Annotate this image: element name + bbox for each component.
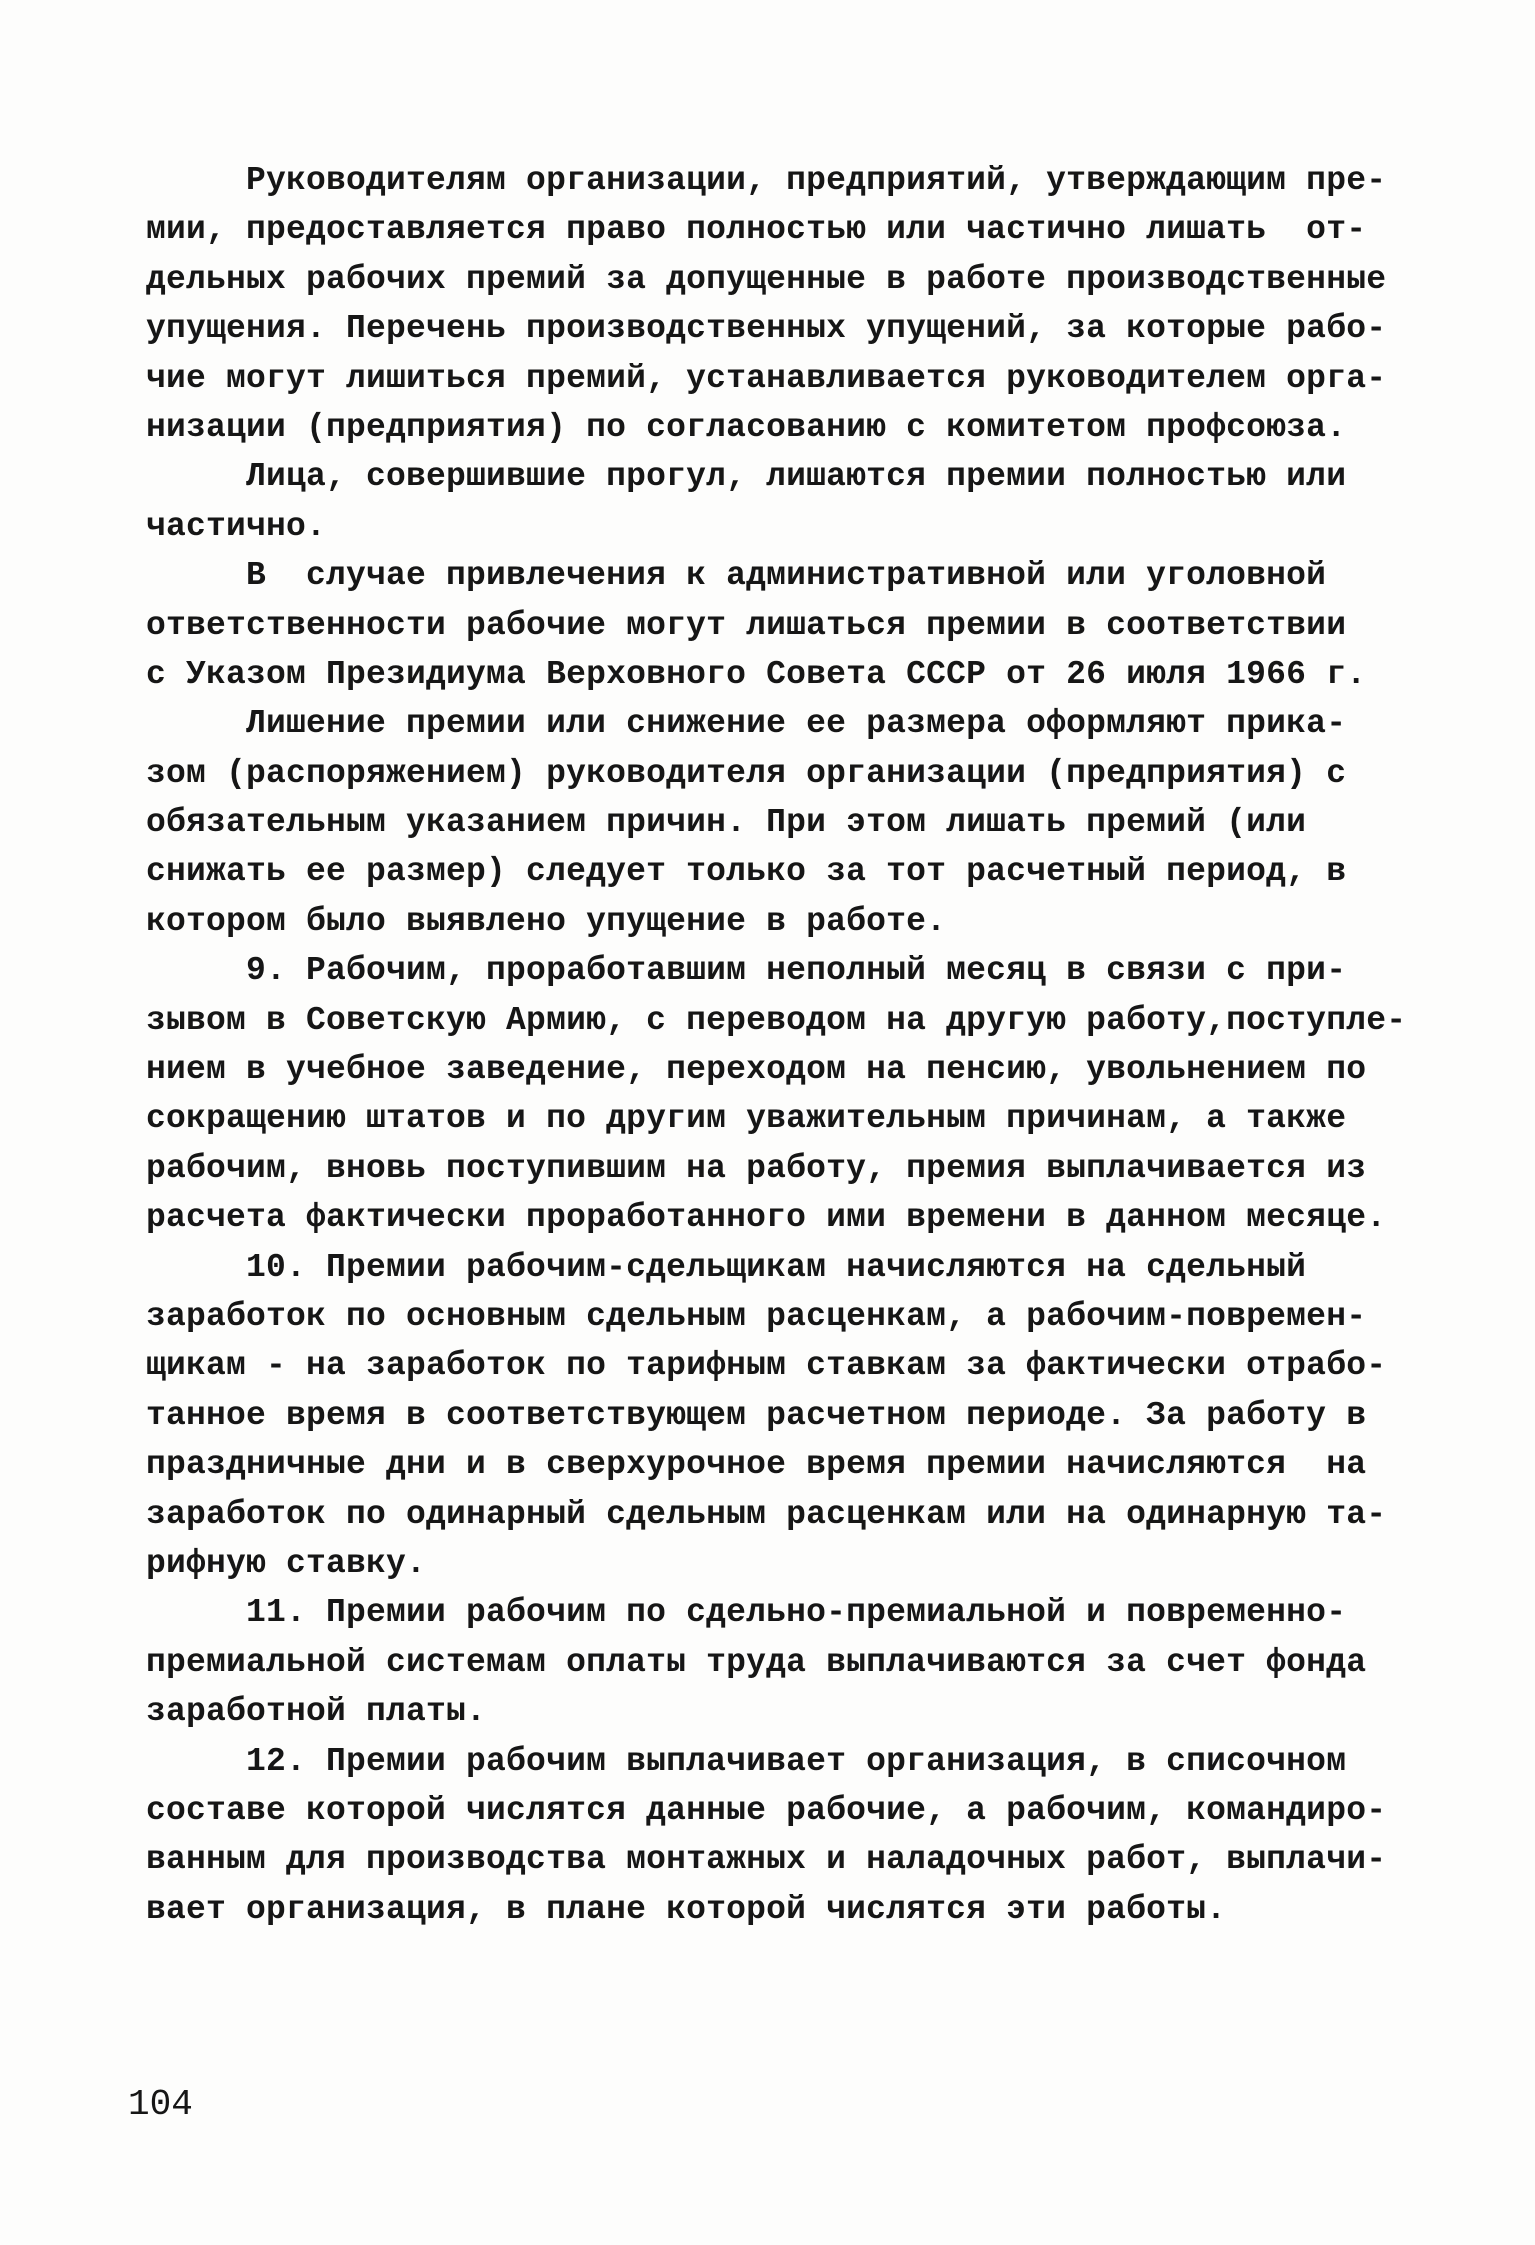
text-line: дельных рабочих премий за допущенные в работе производственные bbox=[146, 260, 1387, 298]
text-line: 11. Премии рабочим по сдельно-премиальной и повременно- bbox=[146, 1594, 1347, 1632]
text-line: нием в учебное заведение, переходом на пенсию, увольнением по bbox=[146, 1051, 1367, 1089]
text-line: 9. Рабочим, проработавшим неполный месяц в связи с при- bbox=[146, 952, 1347, 990]
text-line: низации (предприятия) по согласованию с комитетом профсоюза. bbox=[146, 408, 1347, 446]
text-line: ответственности рабочие могут лишаться премии в соответствии bbox=[146, 606, 1347, 644]
text-line: Лица, совершившие прогул, лишаются премии полностью или bbox=[146, 458, 1347, 496]
text-line: мии, предоставляется право полностью или частично лишать от- bbox=[146, 211, 1367, 249]
text-line: составе которой числятся данные рабочие, а рабочим, командиро- bbox=[146, 1791, 1387, 1829]
text-line: обязательным указанием причин. При этом лишать премий (или bbox=[146, 804, 1307, 842]
text-line: с Указом Президиума Верховного Совета СССР от 26 июля 1966 г. bbox=[146, 655, 1367, 693]
text-line: премиальной системам оплаты труда выплачиваются за счет фонда bbox=[146, 1643, 1367, 1681]
text-line: вает организация, в плане которой числятся эти работы. bbox=[146, 1890, 1227, 1928]
text-line: котором было выявлено упущение в работе. bbox=[146, 902, 947, 940]
text-line: заработной платы. bbox=[146, 1693, 487, 1731]
text-line: рифную ставку. bbox=[146, 1544, 427, 1582]
text-line: В случае привлечения к административной или уголовной bbox=[146, 557, 1327, 595]
text-line: праздничные дни и в сверхурочное время премии начисляются на bbox=[146, 1446, 1367, 1484]
text-line: Руководителям организации, предприятий, утверждающим пре- bbox=[146, 162, 1387, 199]
body-text bbox=[146, 156, 1407, 1934]
text-line: заработок по одинарный сдельным расценкам или на одинарную та- bbox=[146, 1495, 1387, 1533]
text-line: сокращению штатов и по другим уважительным причинам, а также bbox=[146, 1100, 1347, 1138]
text-line: чие могут лишиться премий, устанавливается руководителем орга- bbox=[146, 359, 1387, 397]
text-line: 10. Премии рабочим-сдельщикам начисляются на сдельный bbox=[146, 1248, 1307, 1286]
text-line: частично. bbox=[146, 507, 327, 545]
text-line: расчета фактически проработанного ими времени в данном месяце. bbox=[146, 1199, 1387, 1237]
text-line: снижать ее размер) следует только за тот расчетный период, в bbox=[146, 853, 1347, 891]
page-number: 104 bbox=[128, 2084, 193, 2125]
text-line: заработок по основным сдельным расценкам, а рабочим-повремен- bbox=[146, 1297, 1367, 1335]
text-line: зом (распоряжением) руководителя организации (предприятия) с bbox=[146, 754, 1347, 792]
text-line: рабочим, вновь поступившим на работу, премия выплачивается из bbox=[146, 1149, 1367, 1187]
text-line: 12. Премии рабочим выплачивает организация, в списочном bbox=[146, 1742, 1347, 1780]
text-line: зывом в Советскую Армию, с переводом на другую работу,поступле- bbox=[146, 1001, 1407, 1039]
text-line: ванным для производства монтажных и наладочных работ, выплачи- bbox=[146, 1841, 1387, 1879]
text-line: Лишение премии или снижение ее размера оформляют прика- bbox=[146, 705, 1347, 743]
text-line: щикам - на заработок по тарифным ставкам за фактически отрабо- bbox=[146, 1347, 1387, 1385]
text-line: танное время в соответствующем расчетном периоде. За работу в bbox=[146, 1396, 1367, 1434]
text-line: упущения. Перечень производственных упущений, за которые рабо- bbox=[146, 310, 1387, 348]
